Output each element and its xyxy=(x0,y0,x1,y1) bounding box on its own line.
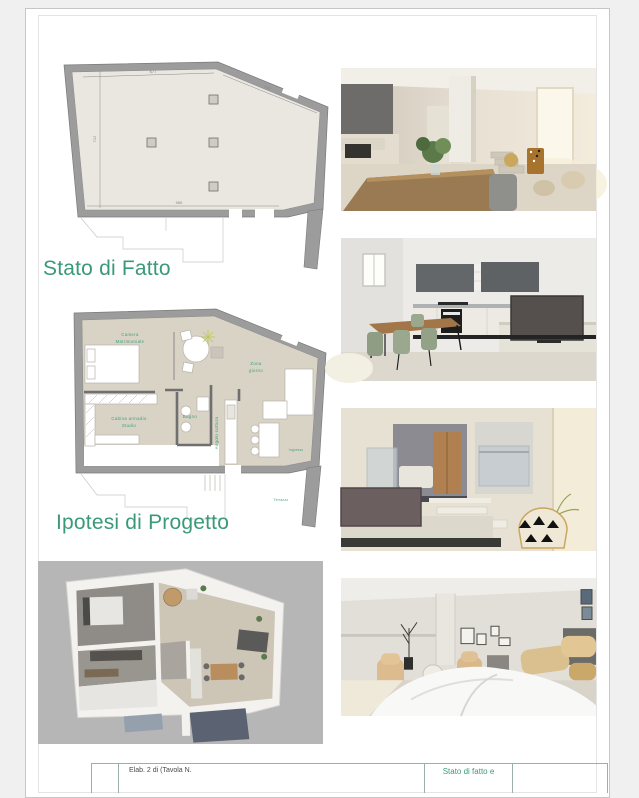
axon-terrace xyxy=(190,708,250,743)
title-block-sheet-name-text: Stato di fatto e xyxy=(442,767,495,776)
chair xyxy=(421,328,437,350)
section-heading-stato-di-fatto: Stato di Fatto xyxy=(43,257,171,280)
title-block-table xyxy=(91,763,608,793)
upper-cabinet-left xyxy=(416,264,474,292)
upper-cabinet-right xyxy=(481,262,539,292)
pillow xyxy=(561,636,596,657)
render-hall-steps xyxy=(341,408,596,551)
plant-icon xyxy=(201,330,215,344)
dim-diagonal: 342 xyxy=(263,84,272,92)
render-kitchen-living xyxy=(341,238,596,381)
axon-round-table xyxy=(163,588,181,606)
axon-dining-table xyxy=(210,663,237,680)
chair xyxy=(393,330,410,354)
render-bedroom xyxy=(341,578,596,716)
label-angolo-cottura: Angolo cottura xyxy=(214,416,219,450)
glass-panel-left xyxy=(367,448,397,490)
axonometric-3d-view xyxy=(38,561,323,744)
baseboard xyxy=(413,335,596,339)
title-block-cell-empty xyxy=(91,764,119,793)
pillow xyxy=(325,353,373,383)
chair xyxy=(411,314,424,327)
pillow xyxy=(569,663,596,680)
label-terrazzo: Terrazzo xyxy=(273,498,289,502)
axon-desk xyxy=(84,669,118,678)
floor-plan-project xyxy=(59,305,339,533)
plan1-walls xyxy=(64,62,328,269)
label-matrimoniale: Matrimoniale xyxy=(115,339,145,344)
dim-top: 677 xyxy=(149,68,157,75)
plan1-terrace-outline xyxy=(81,218,223,262)
render-kitchen-dining-warm xyxy=(341,68,596,211)
axon-wardrobe xyxy=(90,650,142,661)
wall-cabinet-dark xyxy=(341,84,393,134)
label-camera: Camera xyxy=(121,332,139,337)
chair xyxy=(367,332,383,356)
chair xyxy=(489,174,517,211)
dim-left: 712 xyxy=(92,135,97,143)
label-zona: Zona xyxy=(250,361,262,366)
cooktop xyxy=(438,302,468,305)
title-block-description-text: Elab. 2 di (Tavola N. xyxy=(129,767,192,774)
floor-plan-existing xyxy=(61,61,333,273)
axon-kitchen-counter xyxy=(190,648,202,698)
tv xyxy=(341,488,421,526)
plan2-stair-hatch xyxy=(205,475,220,491)
label-ingresso: Ingresso xyxy=(288,448,304,452)
dim-bottom: 585 xyxy=(175,200,183,205)
sofa-in-opening xyxy=(399,466,433,488)
label-giorno: giorno xyxy=(248,368,264,373)
plan2-bottom-strip xyxy=(84,445,219,466)
axon-sofa xyxy=(237,629,269,652)
label-cabina-armadio: Cabina armadio xyxy=(111,416,147,421)
label-bagno: Bagno xyxy=(182,414,198,419)
title-block-cell-right xyxy=(513,764,608,793)
wall-rail xyxy=(341,634,436,637)
oven xyxy=(345,144,371,158)
label-studio: Studio xyxy=(121,423,137,428)
floor xyxy=(341,352,596,381)
section-heading-ipotesi-di-progetto: Ipotesi di Progetto xyxy=(56,511,230,534)
title-block-cell-sheet-name xyxy=(425,764,513,793)
column xyxy=(436,593,455,664)
document-paper xyxy=(25,8,610,798)
title-block-cell-description xyxy=(119,764,425,793)
tv xyxy=(511,296,583,340)
